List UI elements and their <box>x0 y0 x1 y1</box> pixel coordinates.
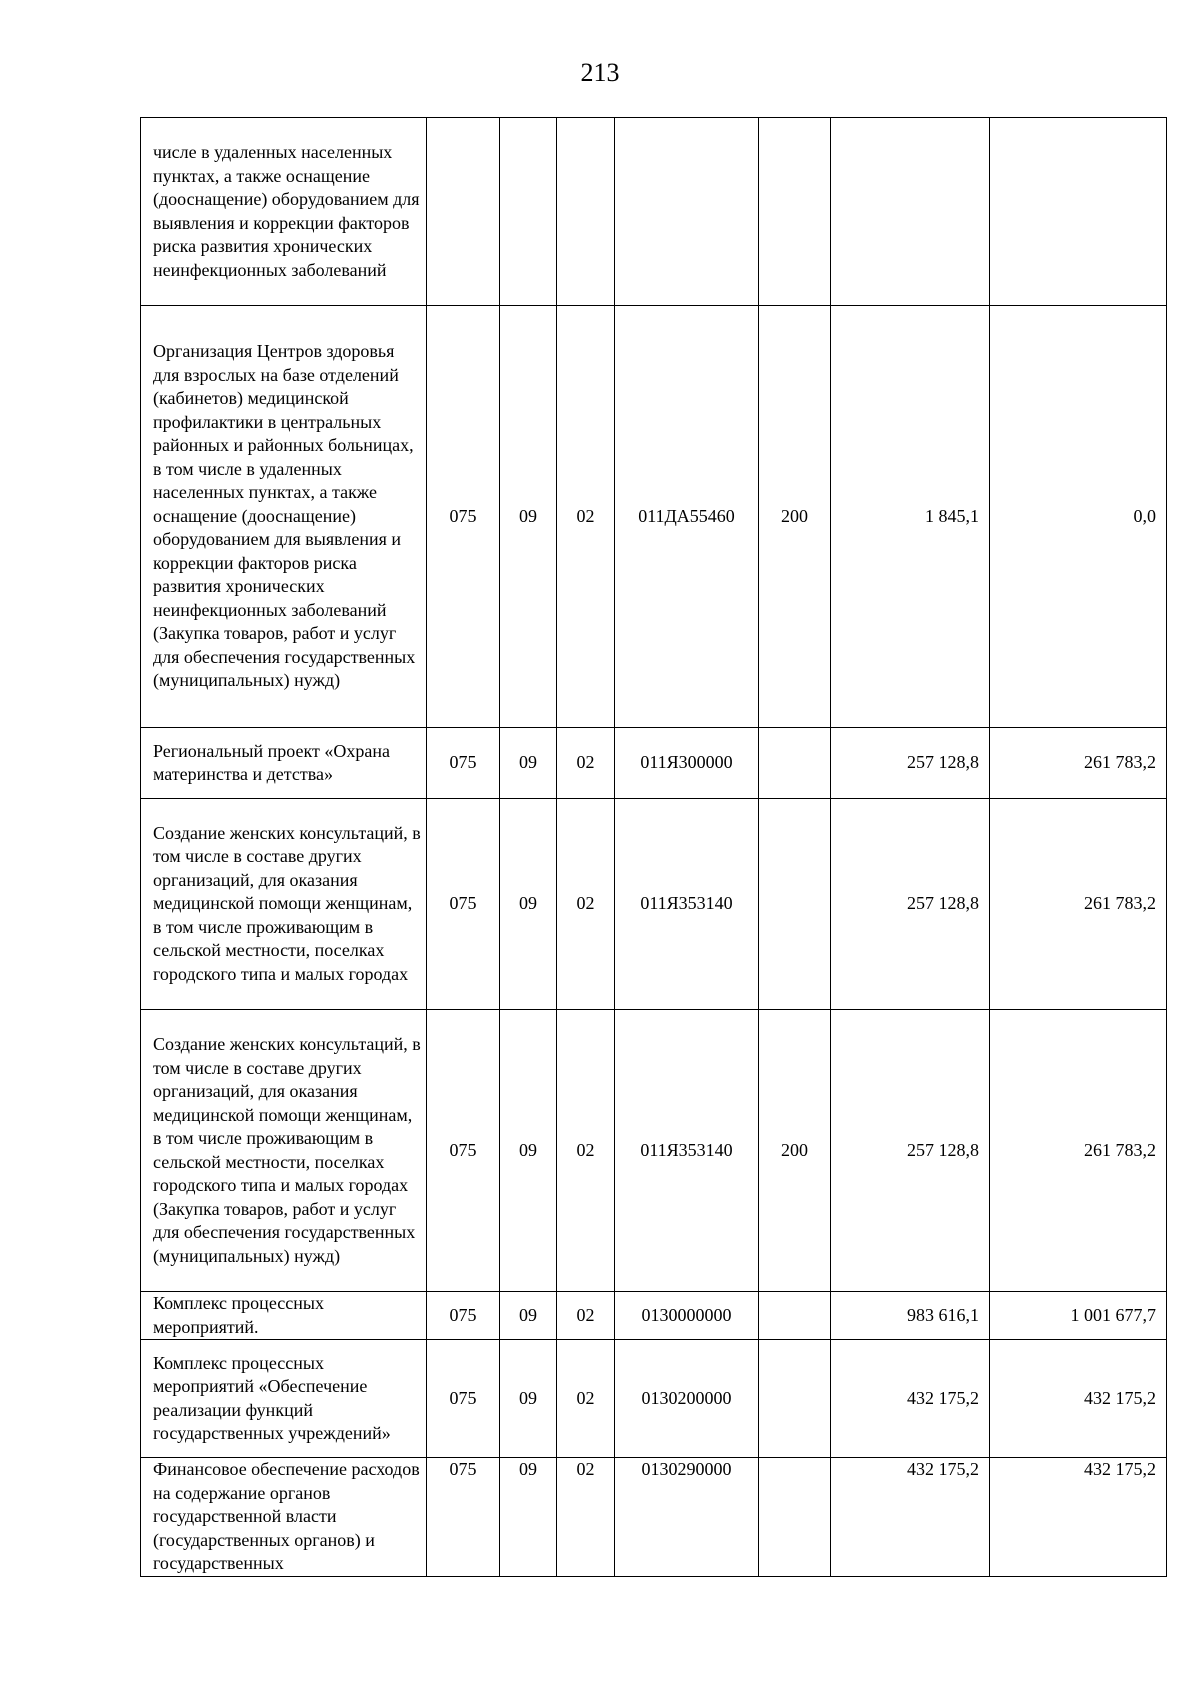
row-sum-1: 257 128,8 <box>831 728 990 799</box>
table-row <box>141 728 1167 799</box>
row-rz: 09 <box>500 1458 557 1577</box>
row-name: числе в удаленных населенных пунктах, а также оснащение (дооснащение) оборудованием для выявления и коррекции факторов риска развития хронических неинфекционных заболеваний <box>141 118 427 306</box>
table-row <box>141 1458 1167 1577</box>
row-grbs: 075 <box>427 306 500 728</box>
table-row <box>141 306 1167 728</box>
row-vr <box>759 728 831 799</box>
row-sum-2: 261 783,2 <box>990 728 1167 799</box>
row-name: Региональный проект «Охрана материнства и детства» <box>141 728 427 799</box>
row-sum-2: 432 175,2 <box>990 1458 1167 1577</box>
row-sum-2: 432 175,2 <box>990 1340 1167 1458</box>
row-vr <box>759 1292 831 1340</box>
row-sum-1: 1 845,1 <box>831 306 990 728</box>
row-name: Создание женских консультаций, в том числе в составе других организаций, для оказания медицинской помощи женщинам, в том числе проживающим в сельской местности, поселках городского типа и малых городах (Закупка товаров, работ и услуг для обеспечения государственных (муниципальных) нужд) <box>141 1010 427 1292</box>
row-name: Финансовое обеспечение расходов на содержание органов государственной власти (государственных органов) и государственных <box>141 1458 427 1577</box>
row-sum-1 <box>831 118 990 306</box>
row-vr <box>759 799 831 1010</box>
row-sum-1: 983 616,1 <box>831 1292 990 1340</box>
row-name: Комплекс процессных мероприятий. <box>141 1292 427 1340</box>
row-grbs <box>427 118 500 306</box>
row-csr: 0130290000 <box>615 1458 759 1577</box>
row-sum-2: 261 783,2 <box>990 1010 1167 1292</box>
row-sum-1: 432 175,2 <box>831 1340 990 1458</box>
row-rz <box>500 118 557 306</box>
row-pr: 02 <box>557 306 615 728</box>
table-row <box>141 118 1167 306</box>
row-sum-1: 257 128,8 <box>831 1010 990 1292</box>
row-vr <box>759 118 831 306</box>
row-name: Комплекс процессных мероприятий «Обеспечение реализации функций государственных учреждений» <box>141 1340 427 1458</box>
row-sum-2: 1 001 677,7 <box>990 1292 1167 1340</box>
row-rz: 09 <box>500 1292 557 1340</box>
row-pr: 02 <box>557 728 615 799</box>
row-pr: 02 <box>557 1010 615 1292</box>
row-name: Создание женских консультаций, в том числе в составе других организаций, для оказания медицинской помощи женщинам, в том числе проживающим в сельской местности, поселках городского типа и малых городах <box>141 799 427 1010</box>
row-sum-1: 432 175,2 <box>831 1458 990 1577</box>
row-pr: 02 <box>557 1292 615 1340</box>
row-rz: 09 <box>500 728 557 799</box>
table-row <box>141 1010 1167 1292</box>
table-row <box>141 799 1167 1010</box>
row-rz: 09 <box>500 1340 557 1458</box>
row-vr <box>759 1458 831 1577</box>
row-vr: 200 <box>759 1010 831 1292</box>
row-sum-2: 261 783,2 <box>990 799 1167 1010</box>
row-grbs: 075 <box>427 1340 500 1458</box>
row-csr: 011Я353140 <box>615 799 759 1010</box>
row-csr: 011Я353140 <box>615 1010 759 1292</box>
row-grbs: 075 <box>427 1010 500 1292</box>
row-csr: 011Я300000 <box>615 728 759 799</box>
row-rz: 09 <box>500 1010 557 1292</box>
row-csr: 011ДА55460 <box>615 306 759 728</box>
row-grbs: 075 <box>427 728 500 799</box>
row-rz: 09 <box>500 799 557 1010</box>
row-sum-2 <box>990 118 1167 306</box>
budget-table <box>140 117 1167 1577</box>
row-vr <box>759 1340 831 1458</box>
row-pr: 02 <box>557 1458 615 1577</box>
row-grbs: 075 <box>427 1458 500 1577</box>
row-pr: 02 <box>557 799 615 1010</box>
row-grbs: 075 <box>427 1292 500 1340</box>
row-rz: 09 <box>500 306 557 728</box>
row-sum-2: 0,0 <box>990 306 1167 728</box>
row-pr <box>557 118 615 306</box>
row-grbs: 075 <box>427 799 500 1010</box>
table-row <box>141 1340 1167 1458</box>
row-name: Организация Центров здоровья для взрослых на базе отделений (кабинетов) медицинской профилактики в центральных районных и районных больницах, в том числе в удаленных населенных пунктах, а также оснащение (дооснащение) оборудованием для выявления и коррекции факторов риска развития хронических неинфекционных заболеваний (Закупка товаров, работ и услуг для обеспечения государственных (муниципальных) нужд) <box>141 306 427 728</box>
row-pr: 02 <box>557 1340 615 1458</box>
row-vr: 200 <box>759 306 831 728</box>
row-sum-1: 257 128,8 <box>831 799 990 1010</box>
row-csr <box>615 118 759 306</box>
row-csr: 0130000000 <box>615 1292 759 1340</box>
page-number: 213 <box>580 58 620 87</box>
table-row <box>141 1292 1167 1340</box>
row-csr: 0130200000 <box>615 1340 759 1458</box>
